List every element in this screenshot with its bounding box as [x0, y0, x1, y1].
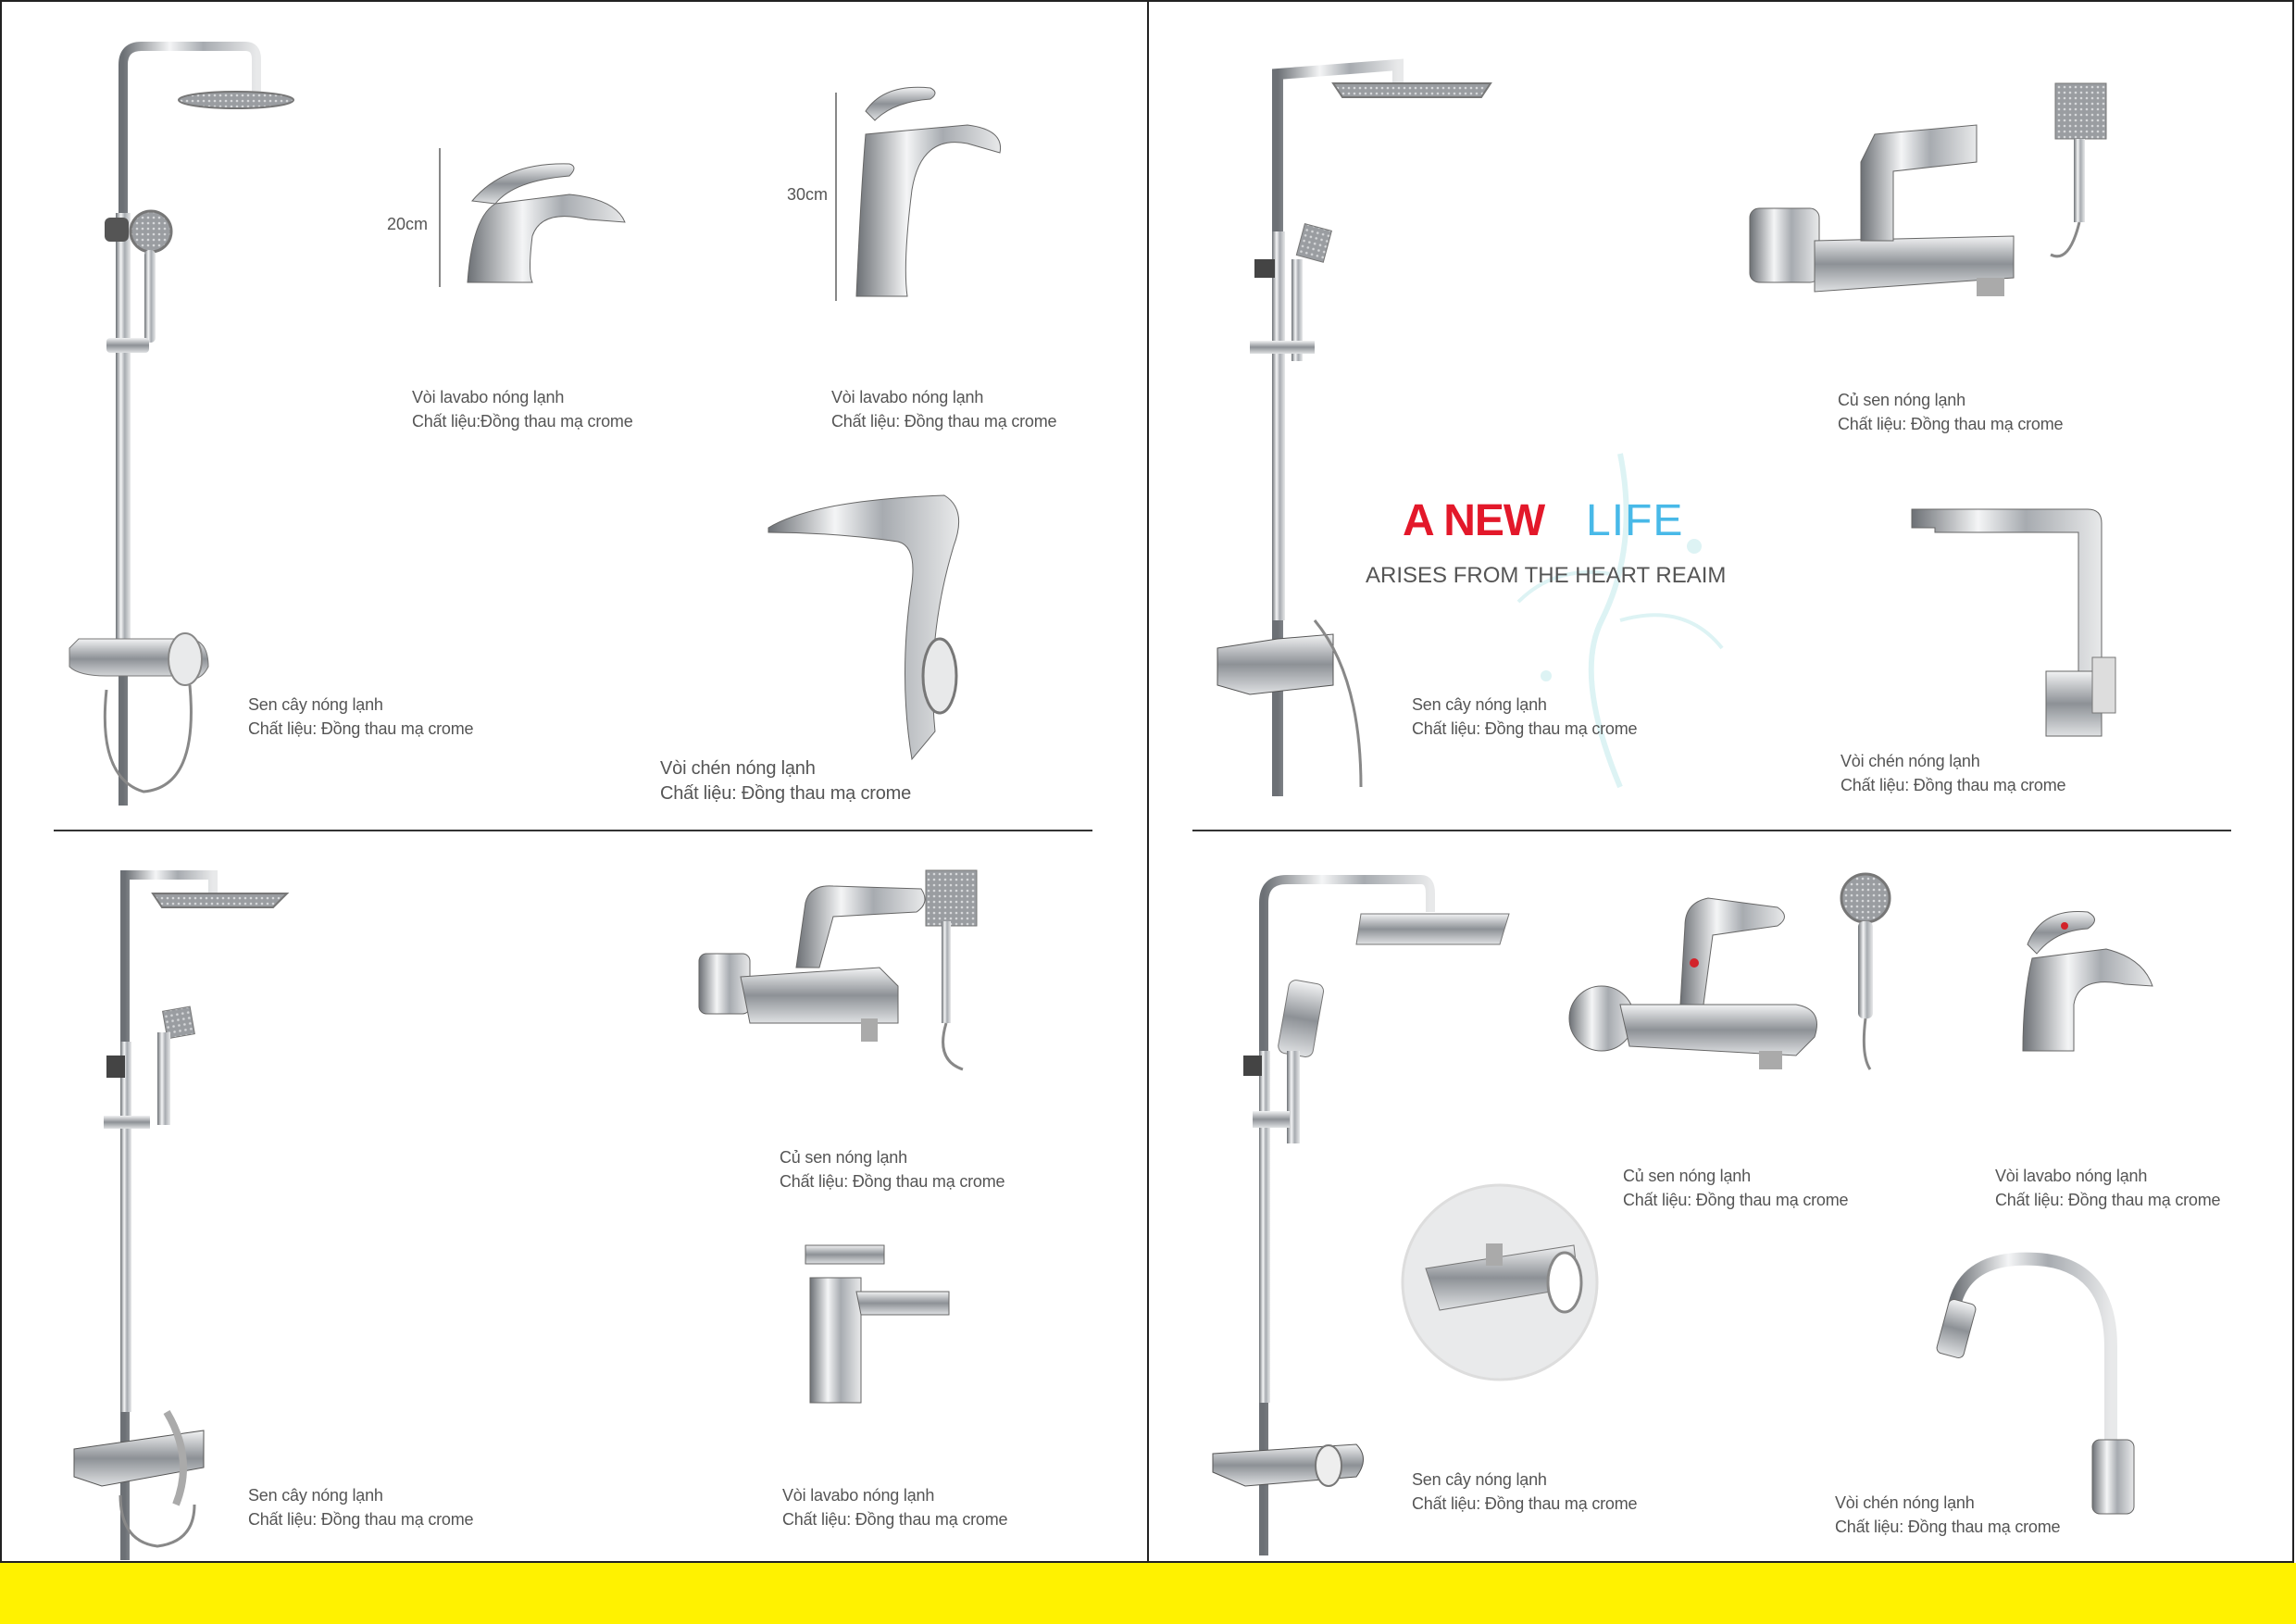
water-splash-graphic	[1481, 435, 1759, 796]
caption-shower-mixer-3	[1623, 1164, 1848, 1212]
caption-material: Chất liệu: Đồng thau mạ crome	[782, 1510, 1008, 1529]
caption-material: Chất liệu: Đồng thau mạ crome	[248, 1510, 474, 1529]
square-kitchen-faucet-image	[1907, 491, 2148, 750]
height-30cm-label: 30cm	[787, 185, 829, 204]
square-shower-column-image-2	[1213, 46, 1509, 796]
caption-title: Vòi chén nóng lạnh	[1835, 1493, 1975, 1512]
caption-title: Vòi lavabo nóng lạnh	[782, 1486, 935, 1505]
caption-shower-column-2	[248, 1483, 473, 1531]
bath-mixer-set-image	[694, 866, 1000, 1079]
left-section-divider	[54, 830, 1092, 831]
caption-material: Chất liệu: Đồng thau mạ crome	[1995, 1191, 2221, 1209]
caption-material: Chất liệu: Đồng thau mạ crome	[1623, 1191, 1849, 1209]
caption-material: Chất liệu: Đồng thau mạ crome	[1841, 776, 2066, 794]
caption-material: Chất liệu: Đồng thau mạ crome	[780, 1172, 1005, 1191]
caption-title: Sen cây nóng lạnh	[248, 695, 383, 714]
square-shower-column-image	[65, 856, 306, 1560]
footer-yellow-band	[0, 1563, 2296, 1624]
height-20cm-label: 20cm	[387, 215, 429, 233]
caption-basin-faucet-4	[1995, 1164, 2220, 1212]
caption-basin-faucet-3	[782, 1483, 1007, 1531]
caption-shower-mixer-1	[780, 1145, 1004, 1193]
caption-title: Củ sen nóng lạnh	[1838, 391, 1965, 409]
hand-shower-image	[1838, 870, 1893, 1074]
basin-faucet-image-red-dot	[2014, 903, 2162, 1060]
caption-material: Chất liệu: Đồng thau mạ crome	[1835, 1518, 2061, 1536]
caption-title: Vòi lavabo nóng lạnh	[831, 388, 984, 406]
caption-title: Vòi chén nóng lạnh	[660, 758, 816, 779]
caption-title: Củ sen nóng lạnh	[780, 1148, 907, 1167]
caption-shower-column-3	[1412, 693, 1637, 741]
hero-headline-red: A NEW	[1403, 496, 1545, 545]
caption-shower-column-1	[248, 693, 473, 741]
concealed-mixer-closeup-image	[1398, 1181, 1602, 1384]
caption-title: Sen cây nóng lạnh	[1412, 695, 1547, 714]
pull-down-kitchen-faucet-image	[1935, 1245, 2157, 1523]
caption-title: Vòi lavabo nóng lạnh	[1995, 1167, 2148, 1185]
caption-title: Củ sen nóng lạnh	[1623, 1167, 1751, 1185]
caption-material: Chất liệu: Đồng thau mạ crome	[1412, 719, 1638, 738]
caption-title: Sen cây nóng lạnh	[248, 1486, 383, 1505]
hero-subtitle: ARISES FROM THE HEART REAIM	[1366, 563, 1727, 588]
caption-material: Chất liệu: Đồng thau mạ crome	[1838, 415, 2064, 433]
basin-faucet-short-image	[430, 144, 643, 329]
caption-kitchen-faucet-2	[1841, 749, 2065, 797]
kitchen-faucet-image	[759, 491, 972, 768]
caption-shower-mixer-2	[1838, 388, 2063, 436]
caption-material: Chất liệu:Đồng thau mạ crome	[412, 412, 633, 431]
caption-material: Chất liệu: Đồng thau mạ crome	[660, 783, 912, 804]
caption-basin-faucet-1	[412, 385, 633, 433]
caption-title: Sen cây nóng lạnh	[1412, 1470, 1547, 1489]
caption-shower-column-4	[1412, 1468, 1637, 1516]
square-bath-mixer-set-image	[1745, 79, 2125, 310]
right-section-divider	[1192, 830, 2231, 831]
caption-title: Vòi chén nóng lạnh	[1841, 752, 1980, 770]
shower-column-image	[51, 37, 310, 806]
caption-basin-faucet-2	[831, 385, 1056, 433]
wall-mixer-set-image	[1565, 870, 1833, 1074]
caption-material: Chất liệu: Đồng thau mạ crome	[1412, 1494, 1638, 1513]
caption-kitchen-faucet-3	[1835, 1491, 2060, 1539]
hero-headline-blue: LIFE	[1586, 496, 1684, 545]
basin-faucet-tall-image	[829, 79, 1014, 301]
caption-kitchen-faucet-1	[660, 756, 911, 806]
caption-material: Chất liệu: Đồng thau mạ crome	[248, 719, 474, 738]
square-basin-faucet-image	[801, 1241, 967, 1407]
caption-material: Chất liệu: Đồng thau mạ crome	[831, 412, 1057, 431]
caption-title: Vòi lavabo nóng lạnh	[412, 388, 565, 406]
